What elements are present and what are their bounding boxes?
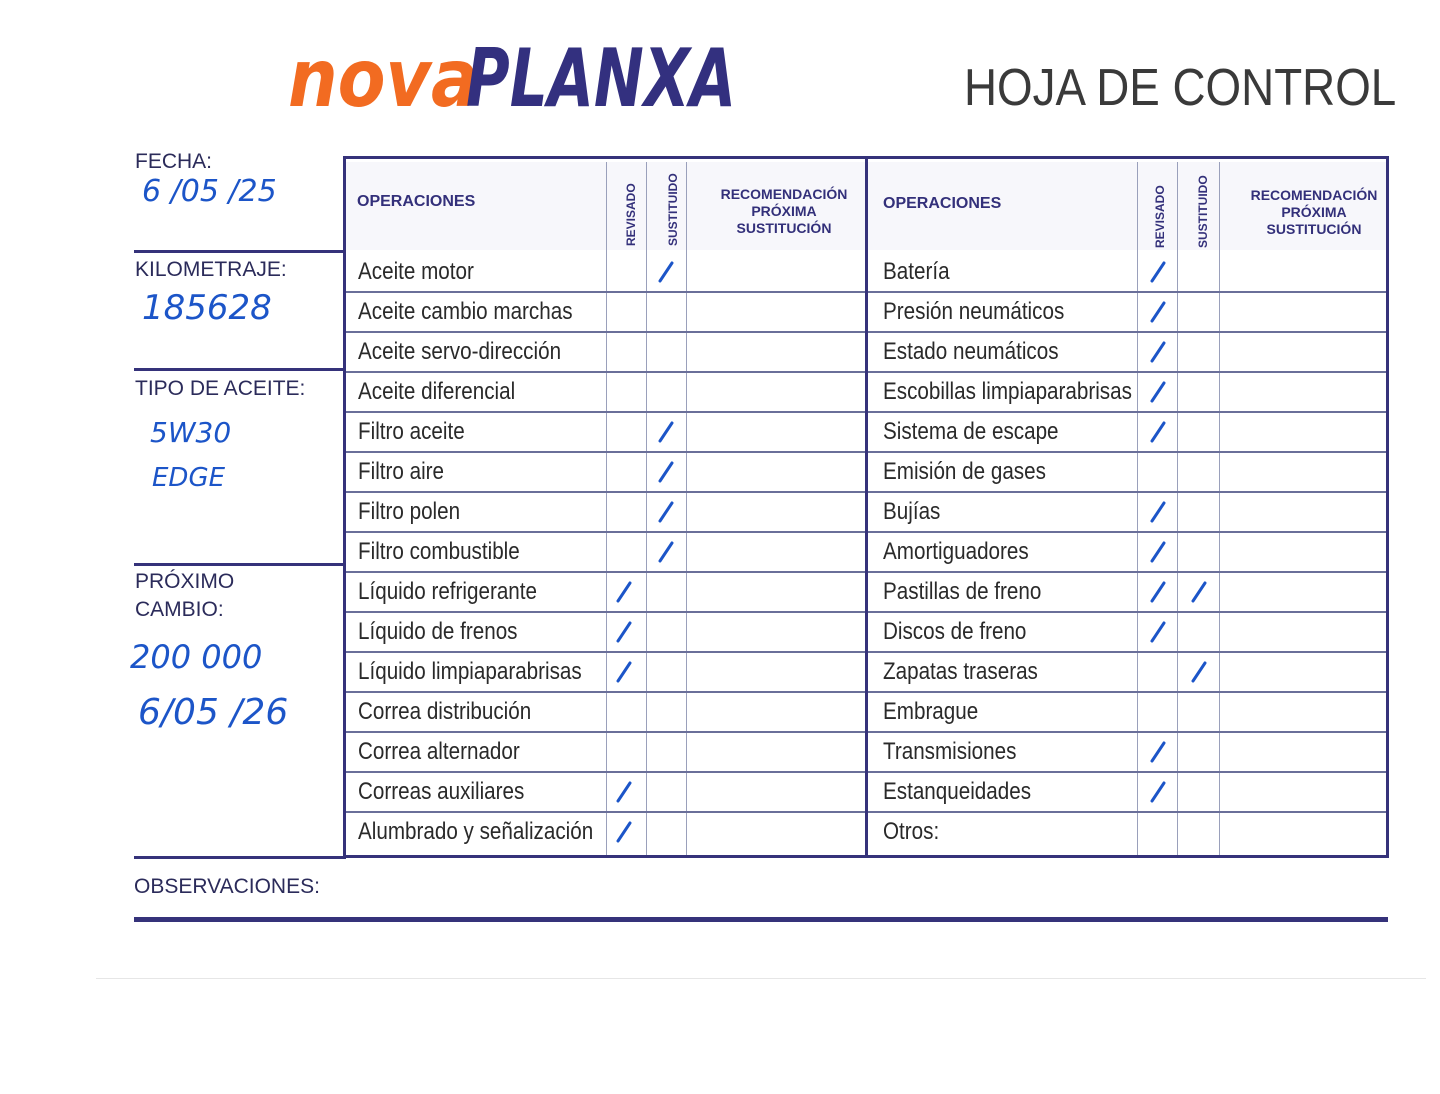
check-mark-icon: [614, 579, 636, 605]
operation-label: Correa alternador: [358, 738, 520, 765]
operation-label: Emisión de gases: [883, 458, 1046, 485]
operation-label: Discos de freno: [883, 618, 1027, 645]
column-line: [606, 162, 607, 855]
operation-label: Sistema de escape: [883, 418, 1059, 445]
observaciones-label: OBSERVACIONES:: [134, 875, 320, 898]
operation-label: Filtro aire: [358, 458, 445, 485]
proximo-km-value: 200 000: [130, 638, 263, 676]
operation-label: Filtro combustible: [358, 538, 520, 565]
check-mark-icon: [614, 779, 636, 805]
kilometraje-label: KILOMETRAJE:: [135, 258, 287, 281]
operation-label: Embrague: [883, 698, 979, 725]
row-line: [346, 491, 865, 493]
operation-label: Filtro aceite: [358, 418, 465, 445]
row-line: [868, 771, 1386, 773]
row-line: [868, 491, 1386, 493]
row-line: [868, 651, 1386, 653]
header-recomendacion: [712, 186, 856, 237]
tipo-aceite-value-1: 5W30: [150, 416, 232, 449]
operation-label: Bujías: [883, 498, 941, 525]
header-rec-line-3: SUSTITUCIÓN: [1266, 221, 1362, 237]
column-line: [686, 162, 687, 855]
row-line: [868, 291, 1386, 293]
row-line: [868, 691, 1386, 693]
check-mark-icon: [1148, 779, 1170, 805]
separator: [134, 368, 344, 371]
check-mark-icon: [614, 819, 636, 845]
operation-label: Batería: [883, 258, 950, 285]
row-line: [346, 291, 865, 293]
check-mark-icon: [656, 459, 678, 485]
column-line: [1219, 162, 1220, 855]
column-line: [646, 162, 647, 855]
proximo-fecha-value: 6/05 /26: [138, 692, 289, 733]
check-mark-icon: [1148, 619, 1170, 645]
check-mark-icon: [1148, 379, 1170, 405]
operation-label: Zapatas traseras: [883, 658, 1038, 685]
check-mark-icon: [656, 499, 678, 525]
operation-label: Presión neumáticos: [883, 298, 1065, 325]
check-mark-icon: [1189, 579, 1211, 605]
page-title: HOJA DE CONTROL: [964, 59, 1397, 117]
header-sustituido: SUSTITUIDO: [666, 173, 680, 246]
row-line: [346, 651, 865, 653]
row-line: [346, 411, 865, 413]
check-mark-icon: [656, 539, 678, 565]
row-line: [346, 571, 865, 573]
row-line: [346, 331, 865, 333]
svg-text:nova: nova: [288, 32, 478, 125]
row-line: [868, 811, 1386, 813]
operation-label: Filtro polen: [358, 498, 461, 525]
operation-label: Líquido refrigerante: [358, 578, 538, 605]
header-rec-line-1: RECOMENDACIÓN: [720, 186, 848, 202]
header-sustituido: SUSTITUIDO: [1196, 175, 1210, 248]
operation-label: Líquido limpiaparabrisas: [358, 658, 582, 685]
operation-label: Escobillas limpiaparabrisas: [883, 378, 1132, 405]
operation-label: Líquido de frenos: [358, 618, 518, 645]
operation-label: Transmisiones: [883, 738, 1017, 765]
fecha-value: 6 /05 /25: [142, 174, 277, 209]
header-rec-line-1: RECOMENDACIÓN: [1250, 187, 1378, 203]
header-operaciones: OPERACIONES: [883, 195, 1002, 212]
header-rec-line-3: SUSTITUCIÓN: [736, 220, 832, 236]
row-line: [346, 811, 865, 813]
row-line: [868, 331, 1386, 333]
operation-label: Otros:: [883, 818, 940, 845]
row-line: [346, 371, 865, 373]
check-mark-icon: [614, 659, 636, 685]
header-rec-line-2: PRÓXIMA: [751, 203, 817, 219]
check-mark-icon: [1148, 419, 1170, 445]
row-line: [868, 451, 1386, 453]
column-line: [1137, 162, 1138, 855]
check-mark-icon: [1148, 339, 1170, 365]
page-edge: [96, 978, 1426, 979]
header-operaciones: OPERACIONES: [357, 193, 476, 210]
proximo-label: PRÓXIMO: [135, 570, 235, 593]
operation-label: Amortiguadores: [883, 538, 1029, 565]
check-mark-icon: [1148, 539, 1170, 565]
row-line: [346, 691, 865, 693]
operation-label: Pastillas de freno: [883, 578, 1042, 605]
check-mark-icon: [1148, 579, 1170, 605]
operation-label: Alumbrado y señalización: [358, 818, 594, 845]
row-line: [868, 571, 1386, 573]
header-revisado: REVISADO: [624, 183, 638, 246]
operation-label: Estado neumáticos: [883, 338, 1059, 365]
check-mark-icon: [614, 619, 636, 645]
row-line: [346, 771, 865, 773]
check-mark-icon: [1148, 739, 1170, 765]
row-line: [346, 731, 865, 733]
tipo-aceite-label: TIPO DE ACEITE:: [135, 377, 306, 400]
row-line: [868, 531, 1386, 533]
tipo-aceite-value-2: EDGE: [152, 463, 226, 493]
check-mark-icon: [656, 259, 678, 285]
header-revisado: REVISADO: [1153, 185, 1167, 248]
separator: [134, 250, 344, 253]
check-mark-icon: [656, 419, 678, 445]
operation-label: Aceite servo-dirección: [358, 338, 562, 365]
row-line: [346, 611, 865, 613]
operation-label: Correas auxiliares: [358, 778, 525, 805]
operation-label: Aceite cambio marchas: [358, 298, 573, 325]
cambio-label: CAMBIO:: [135, 598, 224, 621]
check-mark-icon: [1189, 659, 1211, 685]
operation-label: Aceite diferencial: [358, 378, 516, 405]
row-line: [868, 611, 1386, 613]
novaplanxa-logo: [288, 30, 748, 125]
header-rec-line-2: PRÓXIMA: [1281, 204, 1347, 220]
separator: [134, 856, 346, 859]
operation-label: Correa distribución: [358, 698, 532, 725]
operation-label: Estanqueidades: [883, 778, 1032, 805]
check-mark-icon: [1148, 259, 1170, 285]
row-line: [868, 371, 1386, 373]
observaciones-line: [134, 917, 1388, 922]
check-mark-icon: [1148, 499, 1170, 525]
row-line: [346, 531, 865, 533]
operation-label: Aceite motor: [358, 258, 474, 285]
check-mark-icon: [1148, 299, 1170, 325]
table-divider: [865, 156, 868, 858]
fecha-label: FECHA:: [135, 150, 213, 173]
row-line: [868, 411, 1386, 413]
kilometraje-value: 185628: [142, 288, 272, 328]
svg-text:PLANXA: PLANXA: [466, 32, 736, 125]
row-line: [868, 731, 1386, 733]
column-line: [1177, 162, 1178, 855]
row-line: [346, 451, 865, 453]
header-recomendacion: [1242, 187, 1386, 238]
separator: [134, 563, 344, 566]
